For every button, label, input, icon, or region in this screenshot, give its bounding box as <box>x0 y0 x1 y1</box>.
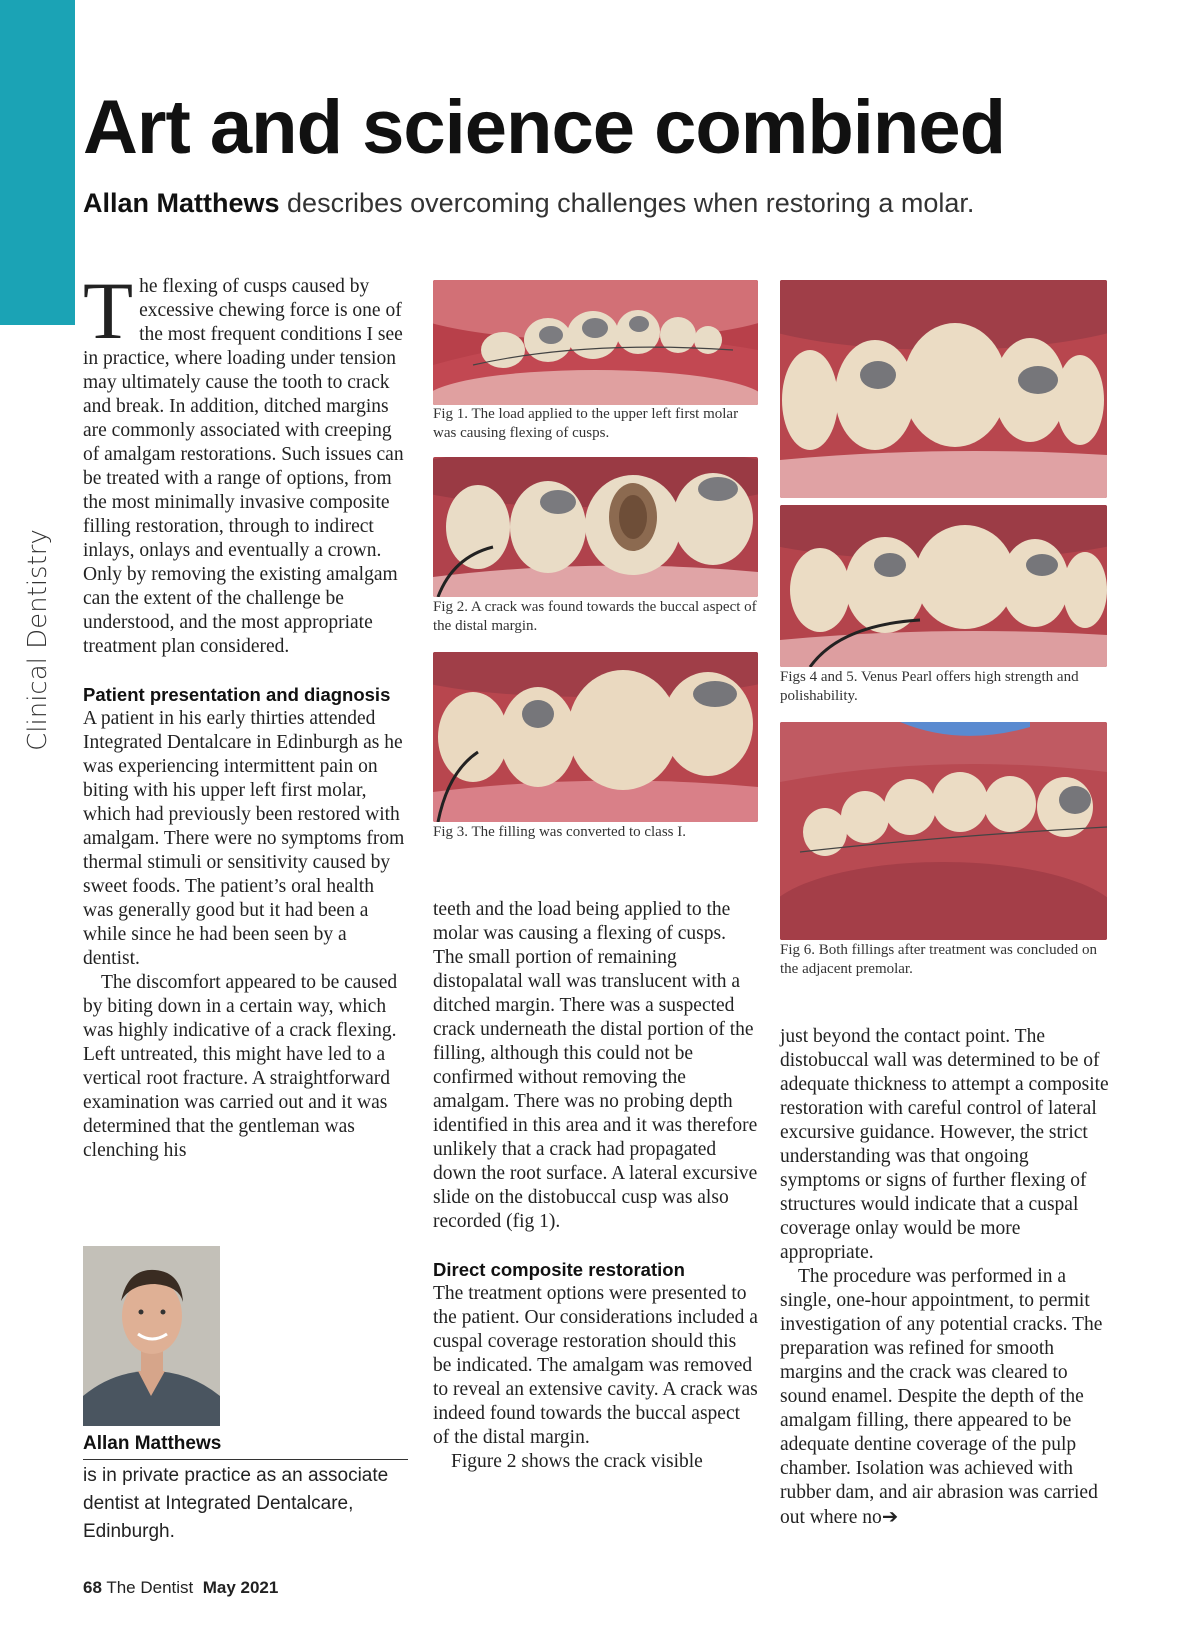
publication-name: The Dentist <box>106 1578 194 1597</box>
standfirst-text: describes overcoming challenges when restoring a molar. <box>279 188 975 218</box>
headline: Art and science combined <box>83 85 1006 170</box>
section-color-tab <box>0 0 75 325</box>
section-heading-presentation: Patient presentation and diagnosis <box>83 684 391 705</box>
fig1-caption: Fig 1. The load applied to the upper left first molar was causing flexing of cusps. <box>433 406 739 441</box>
intro-paragraph: The flexing of cusps caused by excessive chewing force is one of the most frequent conditions I see in practice, where loading under tension may ultimately cause the tooth to crack and break. In addition, ditched margins are commonly associated with creeping of amalgam restorations. Such issues can be treated with a range of options, from the most minimally invasive composite filling restoration, through to indirect inlays, onlays and eventually a crown. Only by removing the existing amalgam can the extent of the challenge be understood, and the most appropriate treatment plan considered. <box>83 265 404 657</box>
section-label: Clinical Dentistry <box>23 529 53 751</box>
fig5-photo <box>780 505 1107 667</box>
body-paragraph: Figure 2 shows the crack visible <box>451 1451 703 1472</box>
drop-cap: T <box>83 265 134 356</box>
page-number: 68 <box>83 1578 102 1597</box>
section-heading-composite: Direct composite restoration <box>433 1259 685 1280</box>
fig2-photo <box>433 457 758 597</box>
column-1 <box>83 265 408 1163</box>
body-paragraph: The treatment options were presented to the patient. Our considerations included a cuspal coverage restoration should this be indicated. The amalgam was removed to reveal an extensive cavity. A crack was indeed found towards the buccal aspect of the distal margin. <box>433 1283 758 1448</box>
issue-date: May 2021 <box>202 1578 279 1597</box>
continue-arrow-icon: ➔ <box>881 1505 899 1528</box>
fig3-photo <box>433 652 758 822</box>
page-footer <box>83 1578 278 1598</box>
fig6-caption: Fig 6. Both fillings after treatment was concluded on the adjacent premolar. <box>780 942 1098 977</box>
column-3 <box>780 1025 1110 1530</box>
author-photo <box>83 1246 220 1426</box>
author-name: Allan Matthews <box>83 1433 408 1460</box>
body-paragraph: A patient in his early thirties attended Integrated Dentalcare in Edinburgh as he was experiencing intermittent pain on biting with his upper left first molar, which had previously been restored with amalgam. There were no symptoms from thermal stimuli or sensitivity caused by sweet foods. The patient’s oral health was generally good but it had been a while since he had been seen by a dentist. <box>83 708 405 969</box>
standfirst-author: Allan Matthews <box>83 188 280 218</box>
body-paragraph: The discomfort appeared to be caused by biting down in a certain way, which was highly indicative of a crack flexing. Left untreated, this might have led to a vertical root fracture. A straightforward examination was carried out and it was determined that the gentleman was clenching his <box>83 972 398 1161</box>
body-paragraph: just beyond the contact point. The distobuccal wall was determined to be of adequate thickness to attempt a composite restoration with careful control of lateral excursive guidance. However, the strict understanding was that ongoing symptoms or signs of further flexing of structures would indicate that a cuspal coverage onlay would be more appropriate. <box>780 1026 1109 1263</box>
fig2-caption: Fig 2. A crack was found towards the buccal aspect of the distal margin. <box>433 599 757 634</box>
fig6-photo <box>780 722 1107 940</box>
body-paragraph: teeth and the load being applied to the molar was causing a flexing of cusps. The small portion of remaining distopalatal wall was translucent with a ditched margin. There was a suspected crack underneath the distal portion of the filling, although this could not be confirmed without removing the amalgam. There was no probing depth identified in this area and it was therefore unlikely that a crack had propagated down the root surface. A lateral excursive slide on the distobuccal cusp was also recorded (fig 1). <box>433 899 758 1232</box>
body-paragraph: The procedure was performed in a single, one-hour appointment, to permit investigation of any potential cracks. The preparation was refined for smooth margins and the crack was cleared to sound enamel. Despite the depth of the amalgam filling, there appeared to be adequate dentine coverage of the pulp chamber. Isolation was achieved with rubber dam, and air abrasion was carried out where no➔ <box>780 1266 1103 1528</box>
column-2 <box>433 898 758 1474</box>
author-bio: is in private practice as an associate dentist at Integrated Dentalcare, Edinburgh. <box>83 1465 389 1542</box>
fig45-caption: Figs 4 and 5. Venus Pearl offers high strength and polishability. <box>780 669 1079 704</box>
standfirst <box>83 188 974 219</box>
fig4-photo <box>780 280 1107 498</box>
fig3-caption: Fig 3. The filling was converted to class I. <box>433 824 687 840</box>
fig1-photo <box>433 280 758 405</box>
